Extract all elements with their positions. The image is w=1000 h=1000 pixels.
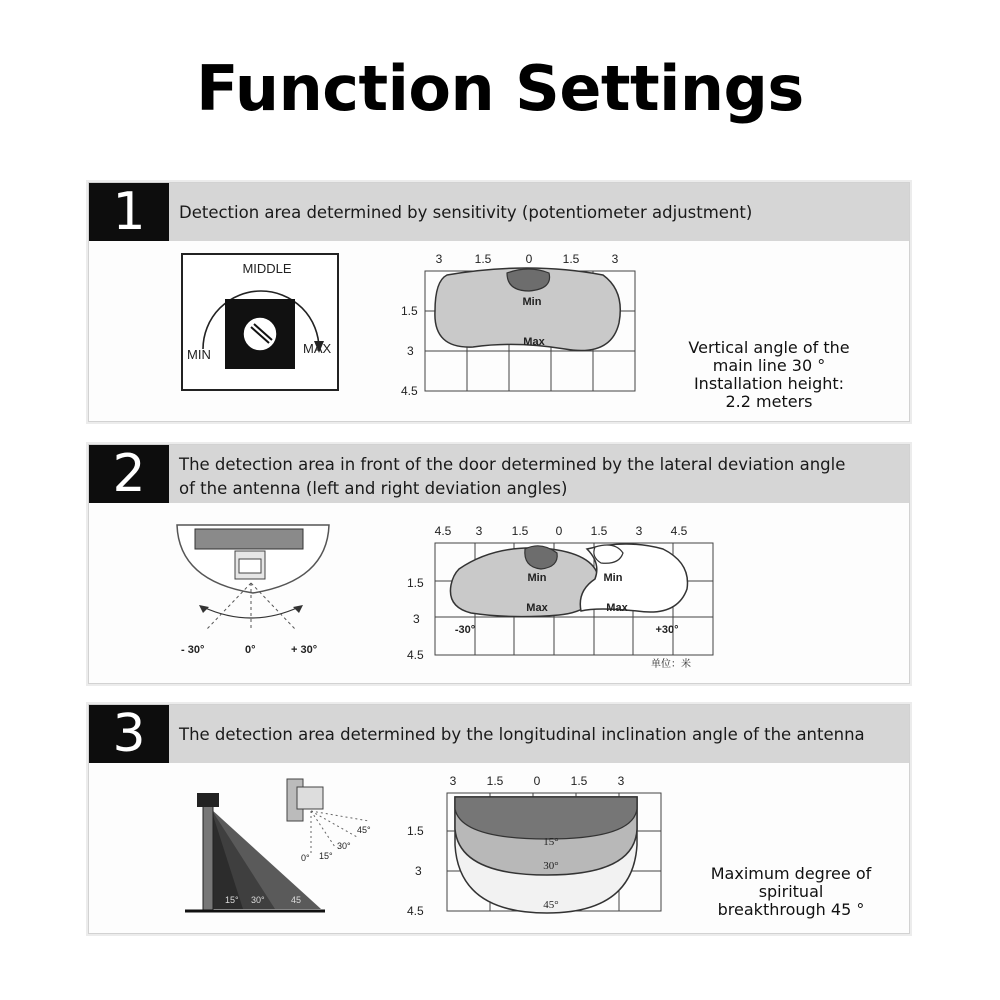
side-label-right: +30° xyxy=(655,624,679,636)
grid3-x-tick: 3 xyxy=(617,774,625,788)
detection-grid-2 xyxy=(401,519,721,669)
grid3-x-tick: 0 xyxy=(533,774,541,788)
section-title: The detection area determined by the longitudinal inclination angle of the antenna xyxy=(179,725,865,744)
note-line: breakthrough 45 ° xyxy=(717,900,865,919)
section-title-line: of the antenna (left and right deviation angles) xyxy=(179,479,568,498)
page-title: Function Settings xyxy=(196,52,804,125)
section-number: 1 xyxy=(89,183,169,241)
grid2-x-tick: 4.5 xyxy=(434,524,452,538)
grid3-y-tick: 1.5 xyxy=(407,824,424,838)
section3-note xyxy=(681,865,901,919)
section-header xyxy=(89,183,909,241)
grid3-x-tick: 3 xyxy=(449,774,457,788)
zone-label-min-left: Min xyxy=(527,572,547,584)
grid1-x-tick: 1.5 xyxy=(562,252,580,266)
sensor-lateral-figure xyxy=(167,511,347,671)
detection-grid-1 xyxy=(389,245,649,405)
section-header xyxy=(89,445,909,503)
grid2-x-tick: 3 xyxy=(635,524,643,538)
tilt-angle-label: 45° xyxy=(357,825,371,835)
grid2-x-tick: 3 xyxy=(475,524,483,538)
note-line: 2.2 meters xyxy=(725,392,813,411)
section-title-line: The detection area in front of the door determined by the lateral deviation angle xyxy=(179,455,846,474)
grid1-x-tick: 3 xyxy=(435,252,443,266)
note-line: spiritual xyxy=(758,882,824,901)
section-number: 2 xyxy=(89,445,169,503)
grid1-y-tick: 1.5 xyxy=(401,304,418,318)
mount-angle-label: 15° xyxy=(225,895,239,905)
grid2-x-tick: 4.5 xyxy=(670,524,688,538)
dial-min-label: MIN xyxy=(187,347,211,362)
section-title: Detection area determined by sensitivity (potentiometer adjustment) xyxy=(179,203,753,222)
note-line: Vertical angle of the xyxy=(688,338,850,357)
mount-angle-label: 45 xyxy=(291,895,302,905)
angle-label-right: + 30° xyxy=(291,644,318,656)
zone-label-max-right: Max xyxy=(606,602,628,614)
dial-max-label: MAX xyxy=(303,341,332,356)
zone-label-min: Min xyxy=(522,296,542,308)
grid1-y-tick: 3 xyxy=(407,344,414,358)
note-line: main line 30 ° xyxy=(712,356,826,375)
grid2-x-tick: 0 xyxy=(555,524,563,538)
section-longitudinal-angle xyxy=(88,704,910,934)
section-number: 3 xyxy=(89,705,169,763)
note-line: Maximum degree of xyxy=(710,864,872,883)
unit-label: 单位：米 xyxy=(651,659,691,670)
zone-label-45: 45° xyxy=(543,899,559,911)
tilt-angle-label: 30° xyxy=(337,841,351,851)
note-line: Installation height: xyxy=(693,374,845,393)
tilt-angle-label: 15° xyxy=(319,851,333,861)
section-lateral-angle xyxy=(88,444,910,684)
grid1-x-tick: 1.5 xyxy=(474,252,492,266)
grid2-y-tick: 1.5 xyxy=(407,576,424,590)
side-label-left: -30° xyxy=(454,624,476,636)
zone-label-max: Max xyxy=(523,336,545,348)
grid1-x-tick: 0 xyxy=(525,252,533,266)
detection-grid-3 xyxy=(407,769,667,919)
zone-label-30: 30° xyxy=(543,860,559,872)
grid2-x-tick: 1.5 xyxy=(511,524,529,538)
section-header xyxy=(89,705,909,763)
dial-middle-label: MIDDLE xyxy=(242,261,292,276)
grid2-y-tick: 4.5 xyxy=(407,648,424,662)
mount-angle-label: 30° xyxy=(251,895,265,905)
grid2-y-tick: 3 xyxy=(413,612,420,626)
zone-label-max-left: Max xyxy=(526,602,548,614)
angle-label-left: - 30° xyxy=(181,644,205,656)
section1-note xyxy=(669,339,869,411)
grid3-x-tick: 1.5 xyxy=(570,774,588,788)
section-title xyxy=(179,453,891,501)
section-sensitivity xyxy=(88,182,910,422)
grid3-y-tick: 4.5 xyxy=(407,904,424,918)
angle-label-center: 0° xyxy=(245,644,256,656)
potentiometer-dial-figure xyxy=(181,253,341,393)
zone-label-15: 15° xyxy=(543,836,559,848)
grid3-y-tick: 3 xyxy=(415,864,422,878)
zone-label-min-right: Min xyxy=(603,572,623,584)
grid1-y-tick: 4.5 xyxy=(401,384,418,398)
antenna-tilt-detail xyxy=(281,771,391,871)
grid2-x-tick: 1.5 xyxy=(590,524,608,538)
grid3-x-tick: 1.5 xyxy=(486,774,504,788)
grid1-x-tick: 3 xyxy=(611,252,619,266)
tilt-angle-label: 0° xyxy=(301,853,310,863)
